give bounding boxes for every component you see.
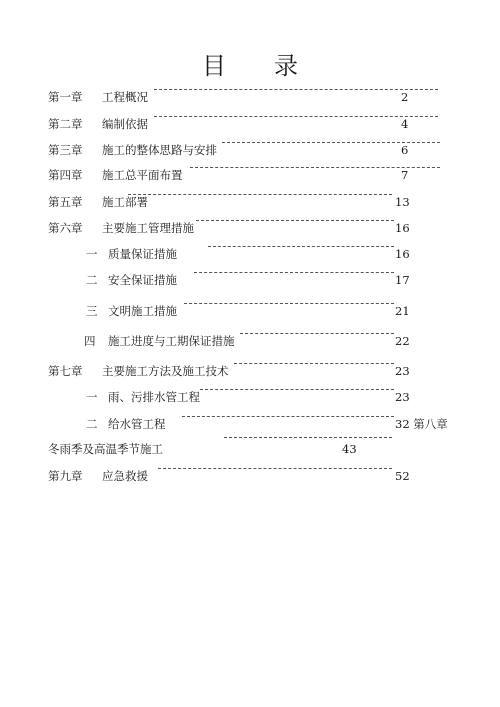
page-number: 23 — [395, 364, 410, 378]
page-number: 23 — [395, 390, 410, 404]
entry-title: 工程概况 — [102, 90, 148, 104]
leader-dots — [208, 246, 394, 247]
toc-entry[interactable] — [48, 89, 408, 105]
entry-title: 施工总平面布置 — [102, 168, 183, 182]
leader-dots — [200, 389, 394, 390]
entry-title: 雨、污排水管工程 — [108, 390, 200, 404]
section-number: 二 — [86, 417, 98, 431]
toc-entry[interactable] — [48, 167, 408, 183]
toc-entry[interactable] — [48, 303, 408, 319]
toc-entry[interactable] — [48, 416, 448, 432]
entry-title: 给水管工程 — [108, 417, 166, 431]
toc-entry[interactable] — [48, 142, 408, 158]
leader-dots — [194, 272, 394, 273]
toc-entry[interactable] — [48, 333, 408, 349]
page-number: 6 — [401, 143, 409, 157]
title-char-left: 目 — [202, 52, 226, 80]
toc-entry[interactable] — [48, 441, 408, 457]
page-number: 21 — [395, 304, 410, 318]
page-number: 4 — [401, 117, 409, 131]
page-number: 2 — [401, 90, 409, 104]
entry-title: 应急救援 — [102, 469, 148, 483]
entry-title: 主要施工方法及施工技术 — [102, 364, 229, 378]
chapter-number: 第四章 — [48, 168, 83, 182]
entry-title: 施工的整体思路与安排 — [102, 143, 217, 157]
toc-entry[interactable] — [48, 389, 408, 405]
section-number: 一 — [86, 247, 98, 261]
section-number: 二 — [86, 273, 98, 287]
entry-title: 冬雨季及高温季节施工 — [48, 442, 163, 456]
entry-title: 编制依据 — [102, 117, 148, 131]
chapter-number: 第二章 — [48, 117, 83, 131]
title-char-right: 录 — [274, 52, 298, 80]
leader-dots — [154, 116, 438, 117]
page-number: 22 — [395, 334, 410, 348]
chapter-number: 第一章 — [48, 90, 83, 104]
entry-title: 质量保证措施 — [108, 247, 177, 261]
page-title — [0, 46, 500, 81]
toc-entry[interactable] — [48, 468, 408, 484]
entry-title: 安全保证措施 — [108, 273, 177, 287]
chapter-number: 第三章 — [48, 143, 83, 157]
page-number: 16 — [395, 247, 410, 261]
toc-entry[interactable] — [48, 116, 408, 132]
chapter-number: 第七章 — [48, 364, 83, 378]
section-number: 三 — [86, 304, 98, 318]
page-number: 7 — [401, 168, 409, 182]
chapter-number: 第九章 — [48, 469, 83, 483]
toc-entry[interactable] — [48, 194, 408, 210]
chapter-number: 第五章 — [48, 195, 83, 209]
entry-title: 施工进度与工期保证措施 — [108, 334, 235, 348]
toc-entry[interactable] — [48, 220, 408, 236]
toc-entry[interactable] — [48, 246, 408, 262]
chapter-number: 第六章 — [48, 221, 83, 235]
page-number: 43 — [342, 442, 357, 456]
entry-title: 施工部署 — [102, 195, 148, 209]
leader-dots — [240, 333, 394, 334]
leader-dots — [128, 194, 392, 195]
leader-dots — [182, 416, 394, 417]
leader-dots — [184, 303, 394, 304]
page-number: 13 — [395, 195, 410, 209]
entry-title: 主要施工管理措施 — [102, 221, 194, 235]
section-number: 一 — [86, 390, 98, 404]
page-number: 16 — [395, 221, 410, 235]
page-number: 17 — [395, 273, 410, 287]
leader-dots — [224, 437, 392, 438]
page-number: 52 — [395, 469, 410, 483]
leader-dots — [154, 89, 438, 90]
entry-title: 文明施工措施 — [108, 304, 177, 318]
leader-dots — [234, 363, 394, 364]
section-number: 四 — [84, 334, 96, 348]
page-number: 32 第八章 — [395, 417, 448, 431]
leader-dots — [158, 468, 392, 469]
leader-dots — [196, 220, 394, 221]
toc-entry[interactable] — [48, 272, 408, 288]
toc-entry[interactable] — [48, 363, 408, 379]
